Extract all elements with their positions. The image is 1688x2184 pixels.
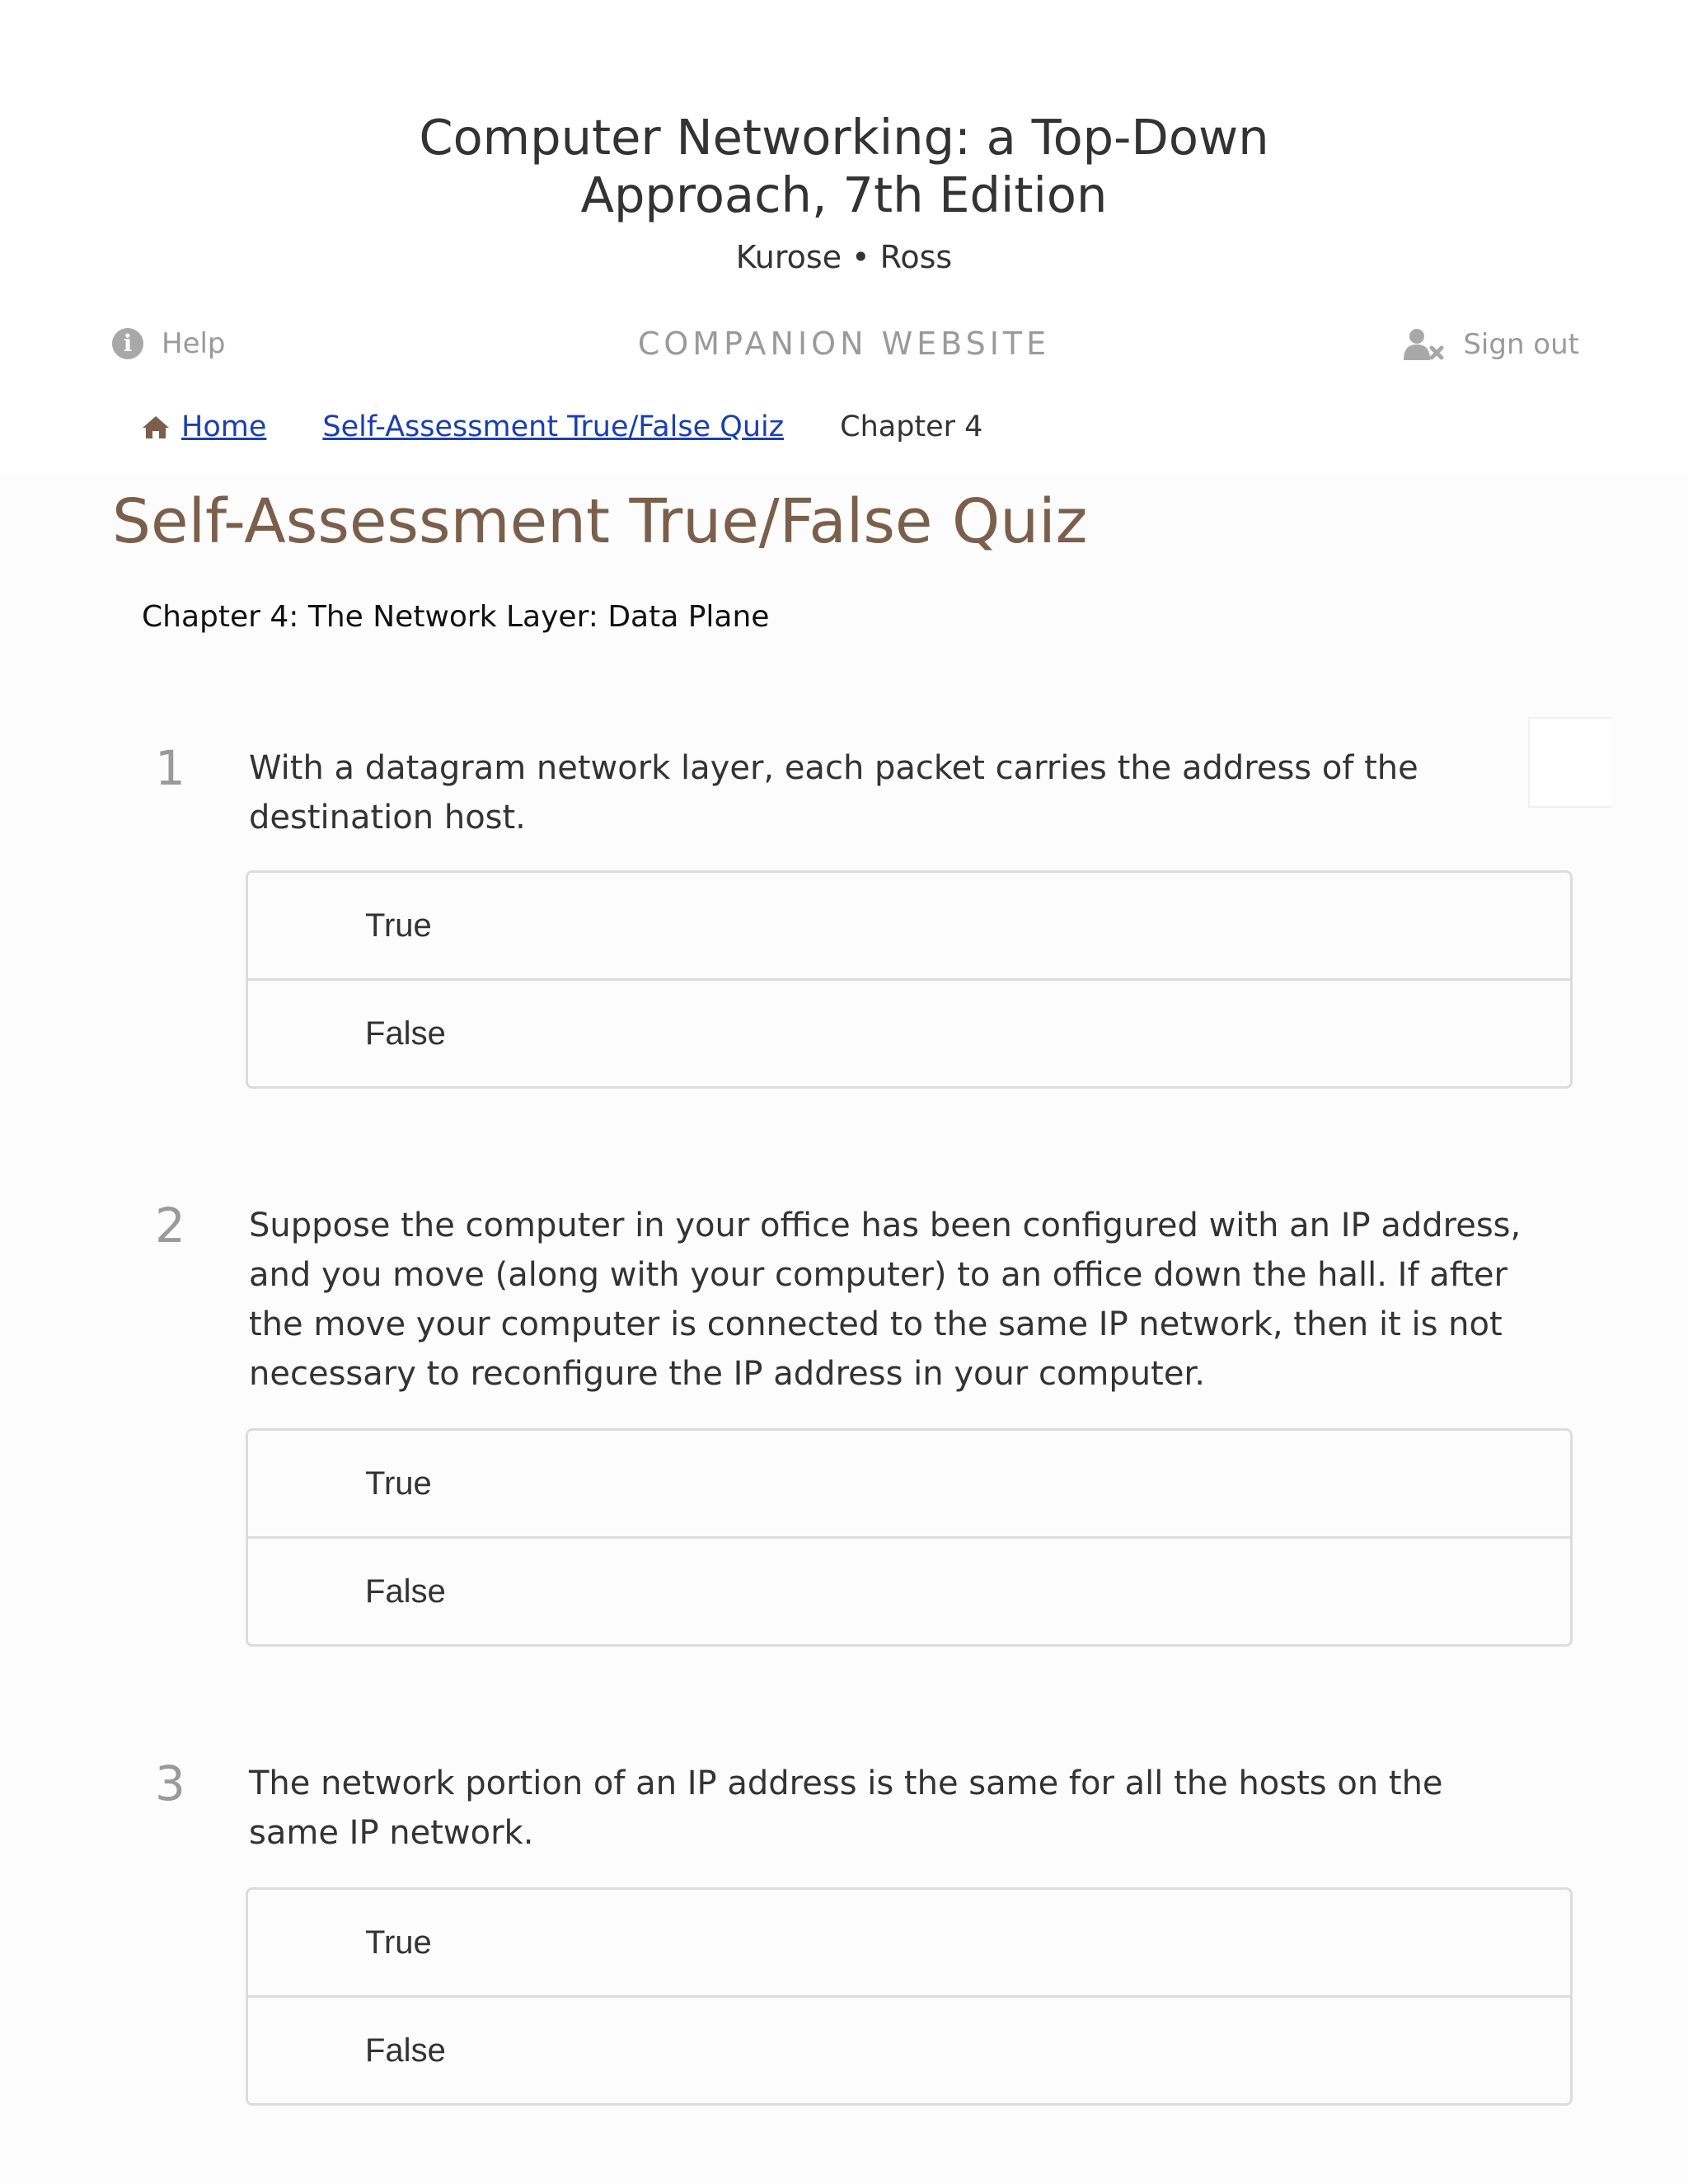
answer-option-false[interactable]: False	[248, 1995, 1570, 2103]
help-label: Help	[162, 327, 226, 360]
book-title-line-1: Computer Networking: a Top-Down	[419, 109, 1269, 166]
home-icon[interactable]	[142, 415, 170, 439]
chapter-subtitle: Chapter 4: The Network Layer: Data Plane	[142, 600, 770, 634]
page-title: Self-Assessment True/False Quiz	[112, 486, 1088, 557]
answer-option-true[interactable]: True	[365, 907, 432, 944]
question-text: Suppose the computer in your office has been configured with an IP address, and you move (along with your computer) to an office down the hall. If after the move your computer is connected to the same IP network, then it is not necessary to reconfigure the IP address in your computer.	[249, 1207, 1522, 1393]
top-bar	[0, 326, 1688, 375]
info-circle-icon: i	[112, 328, 143, 359]
book-title	[0, 109, 1688, 224]
side-panel-tab[interactable]	[1528, 717, 1612, 808]
answer-option-true[interactable]: True	[365, 1924, 432, 1961]
question-text: The network portion of an IP address is the same for all the hosts on the same IP network.	[249, 1765, 1443, 1852]
breadcrumb-home-link[interactable]: Home	[181, 410, 267, 443]
question-text: With a datagram network layer, each packet carries the address of the destination host.	[249, 749, 1418, 837]
user-remove-icon	[1402, 327, 1445, 362]
companion-website-label: COMPANION WEBSITE	[637, 326, 1051, 362]
breadcrumb-quiz-link[interactable]: Self-Assessment True/False Quiz	[322, 410, 785, 443]
answer-option-true[interactable]: True	[365, 1465, 432, 1502]
question-number: 1	[155, 740, 185, 796]
answer-options	[246, 1428, 1573, 1647]
question-number: 2	[155, 1197, 185, 1254]
breadcrumb	[142, 410, 982, 443]
sign-out-label: Sign out	[1463, 328, 1579, 361]
answer-options	[246, 870, 1573, 1089]
book-authors: Kurose • Ross	[735, 239, 953, 275]
book-title-line-2: Approach, 7th Edition	[580, 166, 1108, 223]
answer-option-false[interactable]: False	[248, 1536, 1570, 1644]
question-number: 3	[155, 1755, 185, 1811]
answer-options	[246, 1887, 1573, 2106]
answer-option-false[interactable]: False	[248, 978, 1570, 1086]
breadcrumb-current: Chapter 4	[840, 410, 983, 443]
sign-out-link[interactable]	[1402, 327, 1579, 362]
